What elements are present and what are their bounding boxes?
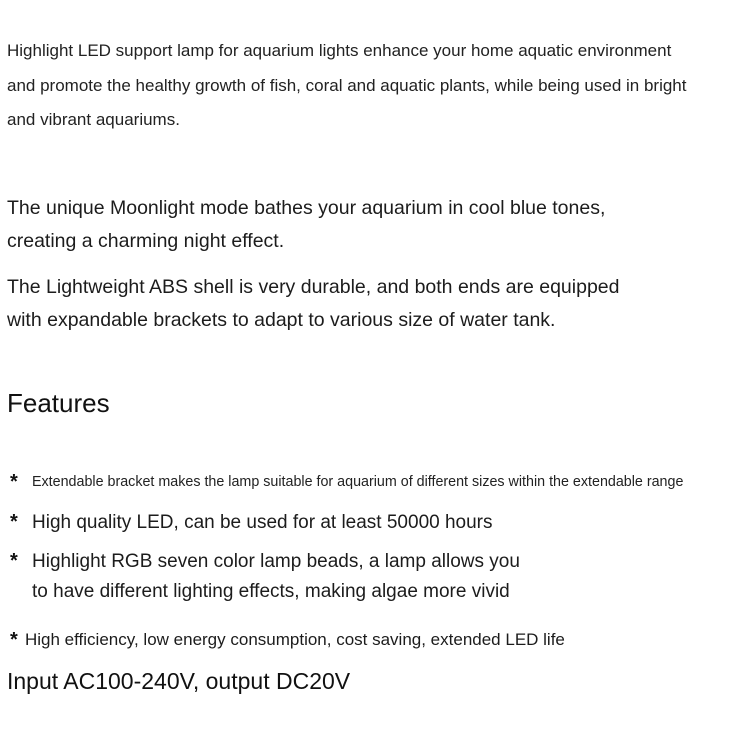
bullet-asterisk: *	[10, 629, 18, 651]
bullet-asterisk: *	[10, 550, 18, 572]
paragraph-line: The unique Moonlight mode bathes your aquarium in cool blue tones,	[7, 197, 606, 219]
feature-line: to have different lighting effects, making algae more vivid	[32, 581, 510, 602]
paragraph-line: creating a charming night effect.	[7, 230, 285, 252]
feature-text	[25, 627, 565, 653]
feature-line: Highlight RGB seven color lamp beads, a lamp allows you	[32, 551, 520, 572]
bullet-asterisk: *	[10, 471, 18, 493]
feature-line: High efficiency, low energy consumption, cost saving, extended LED life	[25, 630, 565, 649]
feature-item	[10, 627, 565, 653]
bullet-asterisk: *	[10, 511, 18, 533]
feature-text	[32, 470, 683, 494]
feature-item	[10, 470, 683, 494]
feature-text	[32, 547, 520, 607]
paragraph-line: with expandable brackets to adapt to various size of water tank.	[7, 309, 556, 331]
feature-text	[32, 508, 493, 538]
moonlight-paragraph	[7, 192, 605, 258]
feature-line: High quality LED, can be used for at least 50000 hours	[32, 512, 493, 533]
intro-line: and promote the healthy growth of fish, coral and aquatic plants, while being used in bright	[7, 75, 687, 95]
shell-paragraph	[7, 271, 620, 337]
intro-paragraph	[7, 34, 686, 138]
power-spec: Input AC100-240V, output DC20V	[7, 668, 351, 694]
paragraph-line: The Lightweight ABS shell is very durable, and both ends are equipped	[7, 276, 620, 298]
feature-item	[10, 547, 520, 607]
feature-line: Extendable bracket makes the lamp suitable for aquarium of different sizes within the extendable range	[32, 474, 684, 490]
feature-item	[10, 508, 493, 538]
intro-line: and vibrant aquariums.	[7, 110, 180, 129]
intro-line: Highlight LED support lamp for aquarium lights enhance your home aquatic environment	[7, 41, 672, 60]
features-heading: Features	[7, 388, 110, 418]
